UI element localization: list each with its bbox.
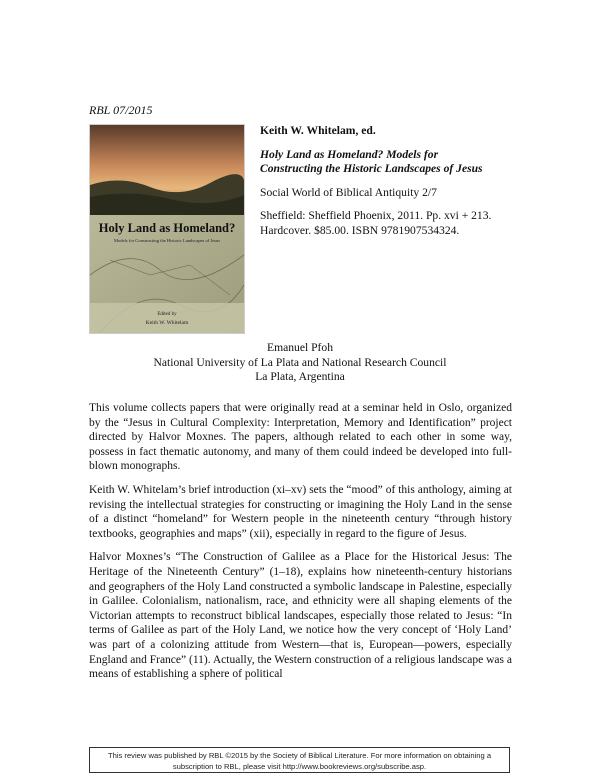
book-publication-info: [260, 209, 522, 238]
book-cover-art: [90, 125, 244, 333]
book-editor: Keith W. Whitelam, ed.: [260, 124, 376, 137]
book-title-line: Constructing the Historic Landscapes of Jesus: [260, 162, 483, 175]
book-series: Social World of Biblical Antiquity 2/7: [260, 185, 437, 199]
publication-line: Hardcover. $85.00. ISBN 9781907534324.: [260, 223, 460, 237]
footer-line: This review was published by RBL ©2015 by the Society of Biblical Literature. For more information on obtaining a: [107, 751, 492, 760]
body-paragraph: Halvor Moxnes’s “The Construction of Galilee as a Place for the Historical Jesus: The Heritage of the Nineteenth Century” (1–18), explains how nineteenth-century historians and geographers of the Holy Land constructed a symbolic landscape in Palestine, especially in Galilee. Colonialism, nationalism, race, and ethnicity were all shaping elements of the Victorian attempts to reconstruct biblical landscapes, especially those related to Jesus: “In terms of Galilee as part of the Holy Land, we notice how the very concept of ‘Holy Land’ was part of a colonizing attitude from Western—that is, European—powers, especially England and France” (11). Actually, the Western construction of a religious landscape was a means of establishing a sphere of political: [89, 551, 512, 681]
book-title: [260, 148, 522, 177]
footer-line: subscription to RBL, please visit http://www.bookreviews.org/subscribe.asp.: [172, 762, 427, 771]
cover-subtitle: Models for Constructing the Historic Landscapes of Jesus: [113, 238, 221, 243]
reviewer-block: [89, 341, 511, 385]
cover-title: Holy Land as Homeland?: [98, 221, 236, 235]
cover-editor: Keith W. Whitelam: [145, 320, 189, 326]
body-paragraph: This volume collects papers that were originally read at a seminar held in Oslo, organized by the “Jesus in Cultural Complexity: Interpretation, Memory and Identification” project directed by Halvor Moxnes. The papers, although related to each other in some way, possess in fact thematic autonomy, and many of them could indeed be developed into full-blown monographs.: [89, 402, 512, 473]
book-title-line: Holy Land as Homeland? Models for: [260, 147, 439, 161]
review-issue-label: RBL 07/2015: [89, 103, 153, 117]
book-bibliographic-info: [260, 124, 522, 238]
footer-notice: [89, 747, 510, 773]
reviewer-location: La Plata, Argentina: [255, 370, 345, 384]
book-cover-image: [89, 124, 245, 334]
review-body: [89, 401, 512, 691]
publication-line: Sheffield: Sheffield Phoenix, 2011. Pp. xvi + 213.: [260, 209, 492, 222]
reviewer-name: Emanuel Pfoh: [266, 341, 333, 354]
body-paragraph: Keith W. Whitelam’s brief introduction (xi–xv) sets the “mood” of this anthology, aiming at revising the intellectual strategies for constructing or imagining the Holy Land in the sense of a distinct “homeland” for Western people in the nineteenth century “through history textbooks, geographies and maps” (xii), especially in regard to the figure of Jesus.: [89, 483, 512, 540]
cover-edited-by: Edited by: [157, 312, 177, 317]
reviewer-institution: National University of La Plata and National Research Council: [153, 355, 447, 369]
